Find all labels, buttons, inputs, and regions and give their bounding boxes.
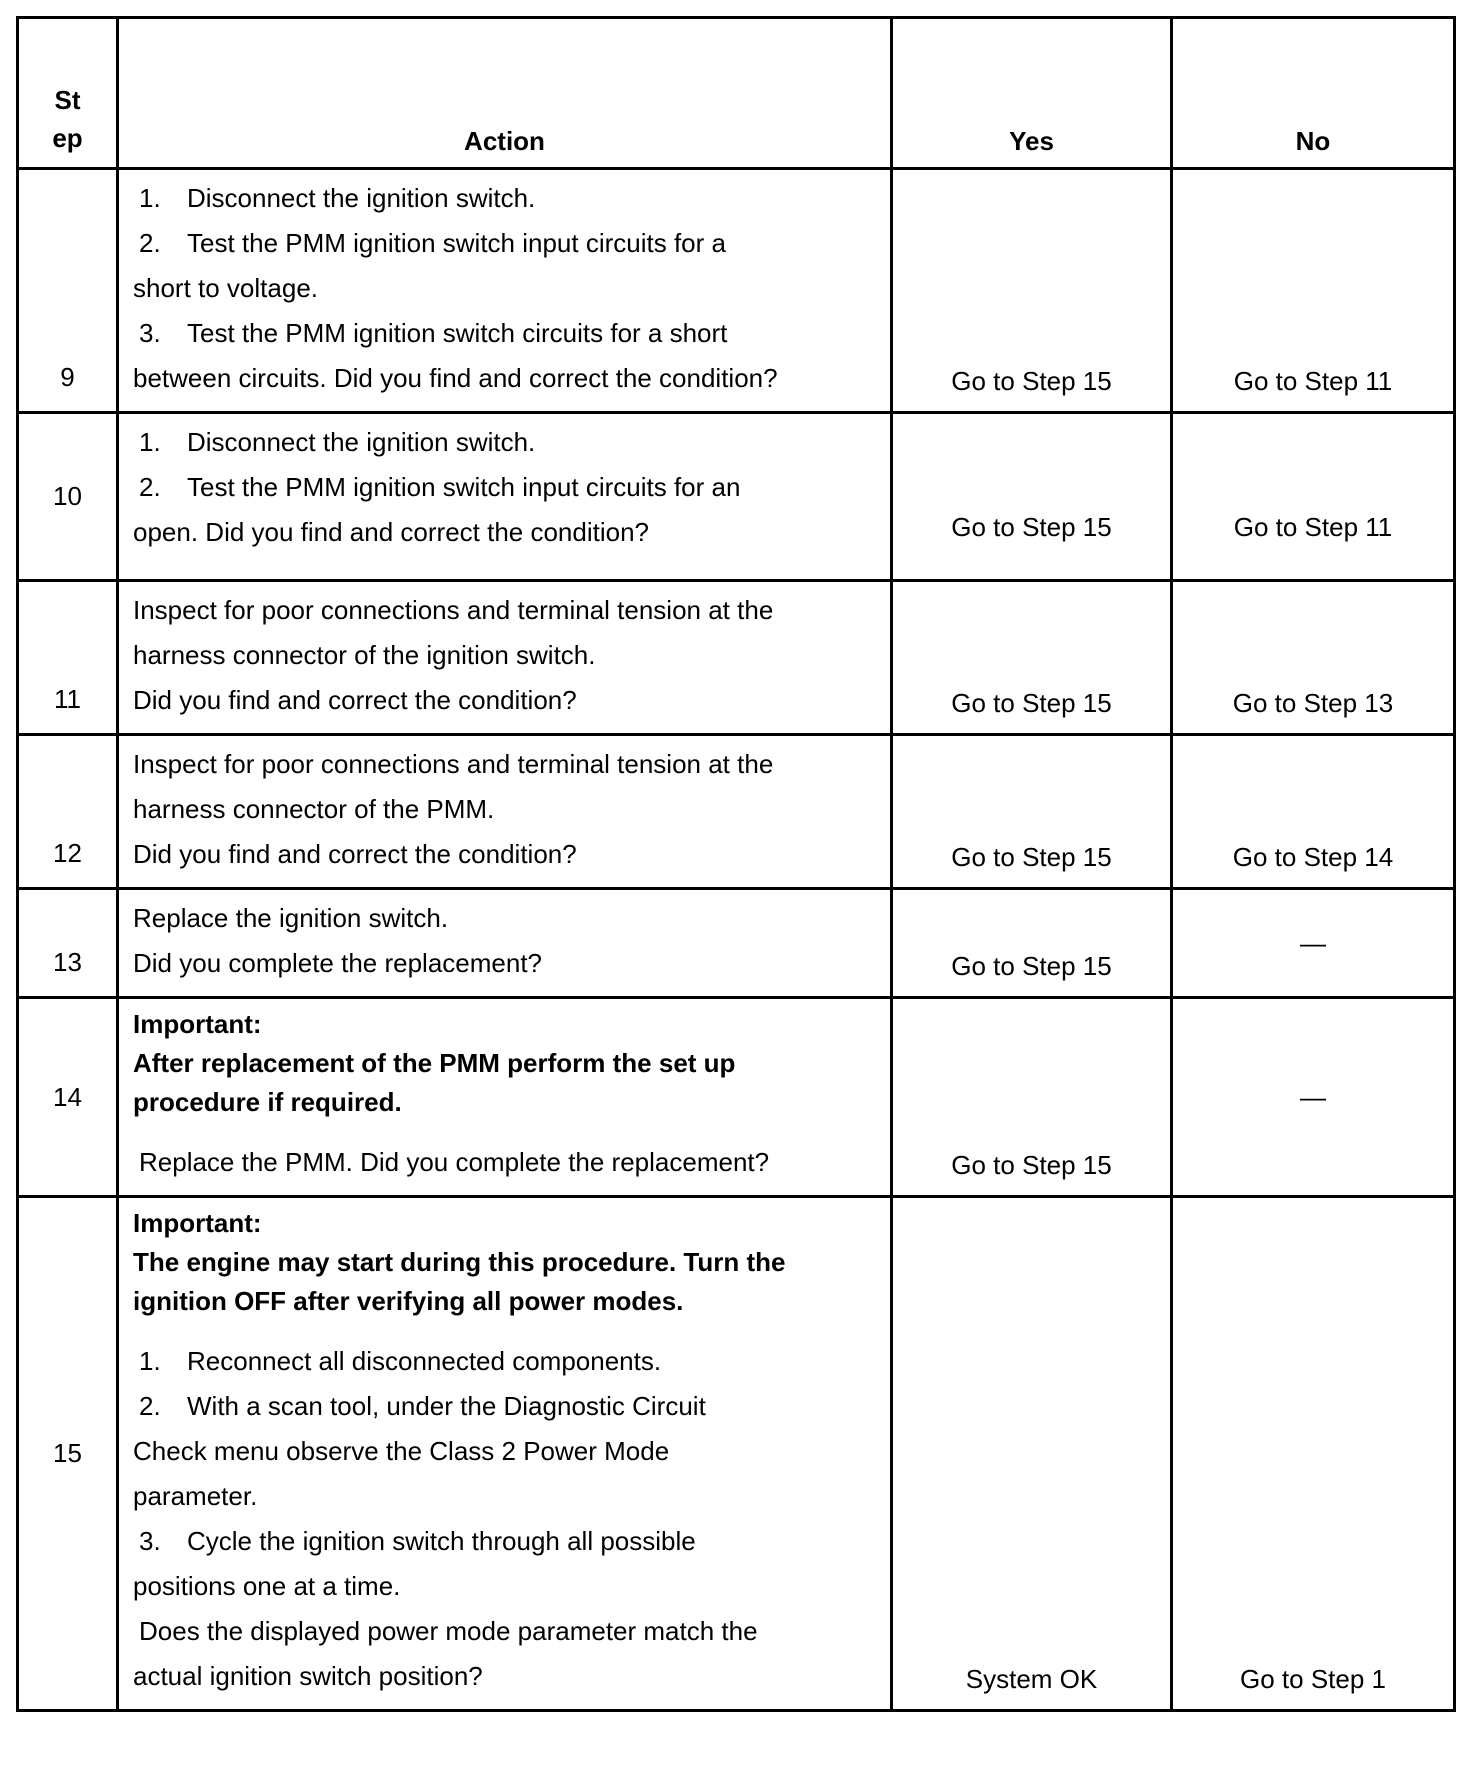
action-cell [118, 581, 892, 735]
yes-cell: Go to Step 15 [892, 998, 1172, 1197]
action-cell [118, 735, 892, 889]
no-cell: Go to Step 11 [1172, 169, 1455, 413]
step-number: 10 [18, 413, 118, 581]
table-row [18, 169, 1455, 413]
important-text: After replacement of the PMM perform the set up procedure if required. [133, 1048, 736, 1117]
table-row [18, 735, 1455, 889]
action-line: 3. Cycle the ignition switch through all possible [139, 1526, 696, 1556]
action-line: Replace the ignition switch. [133, 903, 449, 933]
action-line: 1. Disconnect the ignition switch. [139, 183, 536, 213]
action-line: positions one at a time. [133, 1571, 401, 1601]
action-line: Check menu observe the Class 2 Power Mode [133, 1436, 670, 1466]
action-cell [118, 1197, 892, 1711]
action-line: harness connector of the ignition switch. [133, 640, 596, 670]
header-yes: Yes [892, 18, 1172, 169]
action-line: Inspect for poor connections and terminal tension at the [133, 749, 774, 779]
action-line: 1. Disconnect the ignition switch. [139, 427, 536, 457]
action-line: Does the displayed power mode parameter match the [139, 1616, 758, 1646]
diagnostic-table [16, 16, 1456, 1712]
step-number: 13 [18, 889, 118, 998]
action-line: 2. Test the PMM ignition switch input circuits for a [139, 228, 726, 258]
action-line: Inspect for poor connections and terminal tension at the [133, 595, 774, 625]
yes-cell: Go to Step 15 [892, 581, 1172, 735]
step-number: 15 [18, 1197, 118, 1711]
important-text: The engine may start during this procedure. Turn the ignition OFF after verifying all power modes. [133, 1247, 786, 1316]
no-cell: Go to Step 1 [1172, 1197, 1455, 1711]
important-label: Important: [133, 1208, 262, 1238]
action-cell [118, 413, 892, 581]
action-line: 2. With a scan tool, under the Diagnostic Circuit [139, 1391, 706, 1421]
action-line: short to voltage. [133, 273, 318, 303]
yes-cell: System OK [892, 1197, 1172, 1711]
action-line: Did you find and correct the condition? [133, 685, 577, 715]
table-row [18, 889, 1455, 998]
table-row [18, 998, 1455, 1197]
no-cell: — [1172, 889, 1455, 998]
table-row [18, 413, 1455, 581]
action-line: 1. Reconnect all disconnected components. [139, 1346, 662, 1376]
table-row [18, 1197, 1455, 1711]
header-step: St ep [18, 18, 118, 169]
important-label: Important: [133, 1009, 262, 1039]
step-number: 14 [18, 998, 118, 1197]
action-cell [118, 998, 892, 1197]
header-action: Action [118, 18, 892, 169]
action-line: 2. Test the PMM ignition switch input circuits for an [139, 472, 741, 502]
action-line: Did you find and correct the condition? [133, 839, 577, 869]
table-row [18, 581, 1455, 735]
action-line: parameter. [133, 1481, 258, 1511]
action-line: actual ignition switch position? [133, 1661, 483, 1691]
yes-cell: Go to Step 15 [892, 889, 1172, 998]
action-line: open. Did you find and correct the condition? [133, 517, 650, 547]
no-cell: Go to Step 13 [1172, 581, 1455, 735]
action-line: harness connector of the PMM. [133, 794, 495, 824]
no-cell: — [1172, 998, 1455, 1197]
header-row [18, 18, 1455, 169]
action-cell [118, 169, 892, 413]
yes-cell: Go to Step 15 [892, 413, 1172, 581]
no-cell: Go to Step 14 [1172, 735, 1455, 889]
step-number: 9 [18, 169, 118, 413]
yes-cell: Go to Step 15 [892, 169, 1172, 413]
no-cell: Go to Step 11 [1172, 413, 1455, 581]
step-number: 11 [18, 581, 118, 735]
header-no: No [1172, 18, 1455, 169]
step-number: 12 [18, 735, 118, 889]
action-line: 3. Test the PMM ignition switch circuits for a short [139, 318, 728, 348]
action-line: Did you complete the replacement? [133, 948, 543, 978]
yes-cell: Go to Step 15 [892, 735, 1172, 889]
action-cell [118, 889, 892, 998]
action-line: between circuits. Did you find and correct the condition? [133, 363, 778, 393]
action-line: Replace the PMM. Did you complete the replacement? [139, 1147, 770, 1177]
